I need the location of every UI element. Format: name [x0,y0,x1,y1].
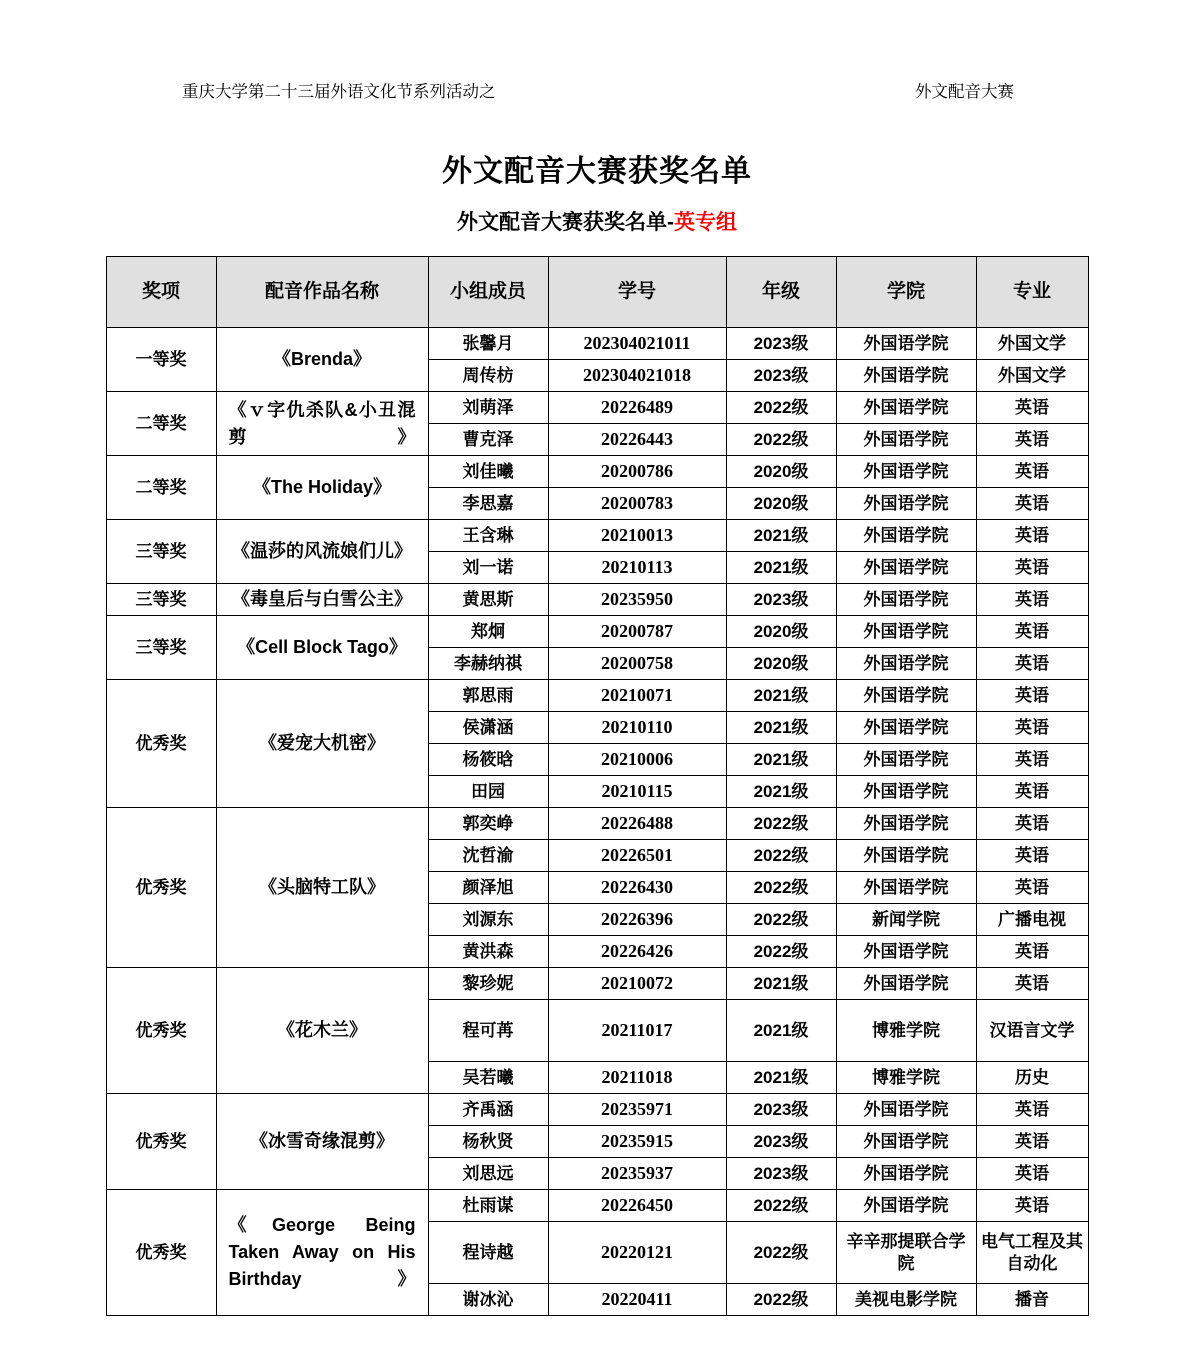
college-cell: 外国语学院 [836,1190,976,1222]
work-title-cell: 《花木兰》 [216,968,428,1094]
college-cell: 外国语学院 [836,328,976,360]
college-cell: 博雅学院 [836,1000,976,1062]
student-id-cell: 20200786 [548,456,726,488]
college-cell: 外国语学院 [836,488,976,520]
major-cell: 英语 [976,840,1088,872]
award-cell: 二等奖 [106,456,216,520]
header-right-text: 外文配音大赛 [915,82,1014,101]
grade-cell: 2021级 [726,776,836,808]
subtitle-accent-text: 英专组 [674,211,737,234]
college-cell: 外国语学院 [836,616,976,648]
award-cell: 优秀奖 [106,1190,216,1316]
student-id-cell: 20210006 [548,744,726,776]
student-id-cell: 20210110 [548,712,726,744]
college-cell: 外国语学院 [836,1126,976,1158]
column-header-student-id: 学号 [548,257,726,328]
member-cell: 曹克泽 [428,424,548,456]
subtitle-main-text: 外文配音大赛获奖名单- [457,211,674,234]
student-id-cell: 20220121 [548,1222,726,1284]
member-cell: 齐禹涵 [428,1094,548,1126]
grade-cell: 2021级 [726,520,836,552]
work-title-cell: 《George Being Taken Away on His Birthday》 [216,1190,428,1316]
student-id-cell: 20210072 [548,968,726,1000]
table-row [106,392,1088,424]
student-id-cell: 20226396 [548,904,726,936]
grade-cell: 2023级 [726,328,836,360]
member-cell: 刘源东 [428,904,548,936]
college-cell: 辛辛那提联合学院 [836,1222,976,1284]
student-id-cell: 202304021011 [548,328,726,360]
major-cell: 英语 [976,520,1088,552]
table-row [106,1094,1088,1126]
college-cell: 外国语学院 [836,1158,976,1190]
student-id-cell: 20235971 [548,1094,726,1126]
award-cell: 优秀奖 [106,1094,216,1190]
major-cell: 英语 [976,424,1088,456]
member-cell: 侯潇涵 [428,712,548,744]
member-cell: 杨秋贤 [428,1126,548,1158]
major-cell: 英语 [976,712,1088,744]
member-cell: 周传枋 [428,360,548,392]
grade-cell: 2020级 [726,456,836,488]
member-cell: 颜泽旭 [428,872,548,904]
work-title-cell: 《爱宠大机密》 [216,680,428,808]
grade-cell: 2023级 [726,1094,836,1126]
grade-cell: 2022级 [726,936,836,968]
student-id-cell: 20226430 [548,872,726,904]
college-cell: 外国语学院 [836,808,976,840]
grade-cell: 2023级 [726,1158,836,1190]
major-cell: 英语 [976,680,1088,712]
student-id-cell: 20211017 [548,1000,726,1062]
member-cell: 杜雨谋 [428,1190,548,1222]
student-id-cell: 20210013 [548,520,726,552]
table-row [106,328,1088,360]
college-cell: 外国语学院 [836,360,976,392]
college-cell: 外国语学院 [836,648,976,680]
student-id-cell: 20200787 [548,616,726,648]
grade-cell: 2021级 [726,968,836,1000]
student-id-cell: 20226426 [548,936,726,968]
member-cell: 刘萌泽 [428,392,548,424]
work-title-cell: 《Brenda》 [216,328,428,392]
column-header-member: 小组成员 [428,257,548,328]
work-title-cell: 《毒皇后与白雪公主》 [216,584,428,616]
table-row [106,680,1088,712]
major-cell: 英语 [976,1126,1088,1158]
table-row [106,584,1088,616]
member-cell: 郑炯 [428,616,548,648]
award-cell: 三等奖 [106,520,216,584]
college-cell: 外国语学院 [836,552,976,584]
college-cell: 新闻学院 [836,904,976,936]
major-cell: 英语 [976,1190,1088,1222]
grade-cell: 2020级 [726,488,836,520]
major-cell: 英语 [976,968,1088,1000]
major-cell: 播音 [976,1284,1088,1316]
member-cell: 刘佳曦 [428,456,548,488]
award-cell: 三等奖 [106,584,216,616]
major-cell: 英语 [976,872,1088,904]
college-cell: 外国语学院 [836,392,976,424]
grade-cell: 2022级 [726,904,836,936]
table-row [106,520,1088,552]
major-cell: 英语 [976,776,1088,808]
grade-cell: 2021级 [726,552,836,584]
major-cell: 汉语言文学 [976,1000,1088,1062]
student-id-cell: 20235937 [548,1158,726,1190]
major-cell: 英语 [976,808,1088,840]
award-cell: 一等奖 [106,328,216,392]
work-title-cell: 《头脑特工队》 [216,808,428,968]
student-id-cell: 20226489 [548,392,726,424]
grade-cell: 2021级 [726,712,836,744]
grade-cell: 2022级 [726,392,836,424]
student-id-cell: 20210115 [548,776,726,808]
work-title-cell: 《ｖ字仇杀队&小丑混剪》 [216,392,428,456]
major-cell: 英语 [976,456,1088,488]
grade-cell: 2022级 [726,1190,836,1222]
grade-cell: 2022级 [726,840,836,872]
grade-cell: 2021级 [726,1000,836,1062]
college-cell: 外国语学院 [836,776,976,808]
member-cell: 刘思远 [428,1158,548,1190]
grade-cell: 2022级 [726,1284,836,1316]
grade-cell: 2023级 [726,584,836,616]
major-cell: 电气工程及其自动化 [976,1222,1088,1284]
award-cell: 二等奖 [106,392,216,456]
major-cell: 历史 [976,1062,1088,1094]
major-cell: 外国文学 [976,328,1088,360]
table-row [106,456,1088,488]
table-row [106,808,1088,840]
college-cell: 外国语学院 [836,584,976,616]
member-cell: 黄洪森 [428,936,548,968]
college-cell: 外国语学院 [836,424,976,456]
grade-cell: 2020级 [726,648,836,680]
grade-cell: 2023级 [726,360,836,392]
major-cell: 英语 [976,616,1088,648]
major-cell: 广播电视 [976,904,1088,936]
grade-cell: 2021级 [726,1062,836,1094]
award-cell: 优秀奖 [106,808,216,968]
member-cell: 李赫纳祺 [428,648,548,680]
college-cell: 外国语学院 [836,872,976,904]
grade-cell: 2022级 [726,872,836,904]
member-cell: 沈哲渝 [428,840,548,872]
member-cell: 杨筱晗 [428,744,548,776]
member-cell: 谢冰沁 [428,1284,548,1316]
major-cell: 英语 [976,936,1088,968]
college-cell: 外国语学院 [836,744,976,776]
major-cell: 英语 [976,648,1088,680]
member-cell: 刘一诺 [428,552,548,584]
grade-cell: 2021级 [726,744,836,776]
column-header-work: 配音作品名称 [216,257,428,328]
member-cell: 田园 [428,776,548,808]
major-cell: 英语 [976,584,1088,616]
college-cell: 外国语学院 [836,1094,976,1126]
award-cell: 优秀奖 [106,968,216,1094]
major-cell: 外国文学 [976,360,1088,392]
major-cell: 英语 [976,1094,1088,1126]
page-title: 外文配音大赛获奖名单 [442,155,752,188]
header-left-text: 重庆大学第二十三届外语文化节系列活动之 [182,82,496,101]
member-cell: 郭奕峥 [428,808,548,840]
column-header-grade: 年级 [726,257,836,328]
award-cell: 三等奖 [106,616,216,680]
college-cell: 外国语学院 [836,520,976,552]
grade-cell: 2023级 [726,1126,836,1158]
college-cell: 外国语学院 [836,936,976,968]
member-cell: 郭思雨 [428,680,548,712]
student-id-cell: 20226488 [548,808,726,840]
member-cell: 李思嘉 [428,488,548,520]
column-header-award: 奖项 [106,257,216,328]
student-id-cell: 20210071 [548,680,726,712]
page-header [100,78,1094,102]
column-header-major: 专业 [976,257,1088,328]
grade-cell: 2022级 [726,1222,836,1284]
major-cell: 英语 [976,488,1088,520]
member-cell: 黄思斯 [428,584,548,616]
member-cell: 程诗越 [428,1222,548,1284]
major-cell: 英语 [976,1158,1088,1190]
major-cell: 英语 [976,552,1088,584]
work-title-cell: 《温莎的风流娘们儿》 [216,520,428,584]
student-id-cell: 20226443 [548,424,726,456]
student-id-cell: 20235950 [548,584,726,616]
table-row [106,968,1088,1000]
major-cell: 英语 [976,744,1088,776]
member-cell: 张馨月 [428,328,548,360]
student-id-cell: 20235915 [548,1126,726,1158]
awards-table [106,256,1089,1316]
college-cell: 外国语学院 [836,968,976,1000]
grade-cell: 2021级 [726,680,836,712]
student-id-cell: 20200758 [548,648,726,680]
grade-cell: 2022级 [726,424,836,456]
work-title-cell: 《The Holiday》 [216,456,428,520]
member-cell: 黎珍妮 [428,968,548,1000]
college-cell: 外国语学院 [836,680,976,712]
table-body [106,328,1088,1316]
major-cell: 英语 [976,392,1088,424]
work-title-cell: 《冰雪奇缘混剪》 [216,1094,428,1190]
student-id-cell: 20211018 [548,1062,726,1094]
college-cell: 外国语学院 [836,456,976,488]
page-subtitle [100,206,1094,236]
table-header-row [106,257,1088,328]
table-row [106,1190,1088,1222]
award-cell: 优秀奖 [106,680,216,808]
member-cell: 程可苒 [428,1000,548,1062]
column-header-college: 学院 [836,257,976,328]
student-id-cell: 202304021018 [548,360,726,392]
student-id-cell: 20226450 [548,1190,726,1222]
student-id-cell: 20210113 [548,552,726,584]
student-id-cell: 20226501 [548,840,726,872]
member-cell: 吴若曦 [428,1062,548,1094]
student-id-cell: 20200783 [548,488,726,520]
table-row [106,616,1088,648]
member-cell: 王含琳 [428,520,548,552]
grade-cell: 2022级 [726,808,836,840]
college-cell: 美视电影学院 [836,1284,976,1316]
grade-cell: 2020级 [726,616,836,648]
college-cell: 外国语学院 [836,712,976,744]
work-title-cell: 《Cell Block Tago》 [216,616,428,680]
student-id-cell: 20220411 [548,1284,726,1316]
college-cell: 外国语学院 [836,840,976,872]
college-cell: 博雅学院 [836,1062,976,1094]
table-header [106,257,1088,328]
